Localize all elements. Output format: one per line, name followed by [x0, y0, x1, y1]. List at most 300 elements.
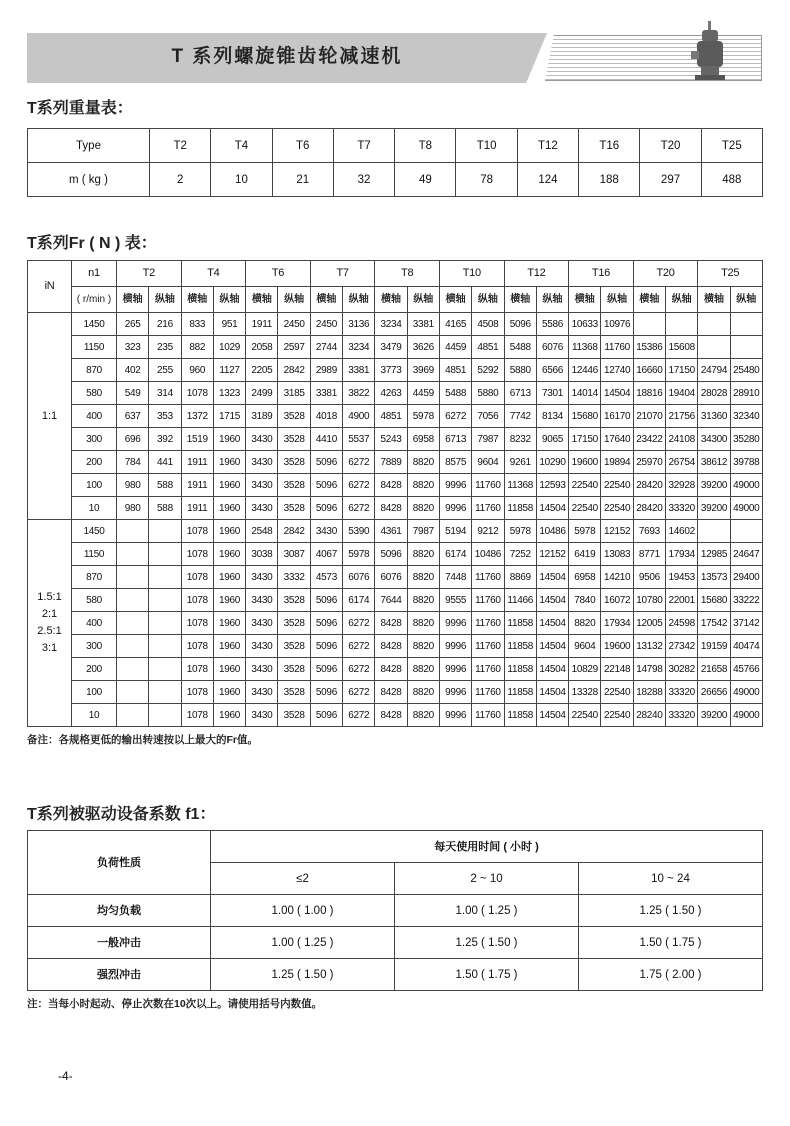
fr-value-cell: 1078	[181, 681, 213, 704]
fr-value-cell: 1519	[181, 428, 213, 451]
fr-value-cell: 17934	[601, 612, 633, 635]
fr-row	[28, 382, 763, 405]
fr-value-cell: 3773	[375, 359, 407, 382]
fr-value-cell: 21658	[698, 658, 730, 681]
fr-value-cell: 960	[181, 359, 213, 382]
fr-value-cell: 1078	[181, 635, 213, 658]
fr-value-cell: 6958	[569, 566, 601, 589]
fr-row	[28, 451, 763, 474]
fr-value-cell: 1078	[181, 658, 213, 681]
fr-value-cell: 33222	[730, 589, 762, 612]
fr-value-cell: 951	[213, 313, 245, 336]
fr-value-cell: 15680	[698, 589, 730, 612]
fr-value-cell: 9261	[504, 451, 536, 474]
fr-value-cell: 15608	[666, 336, 698, 359]
fr-value-cell: 5292	[472, 359, 504, 382]
fr-value-cell: 49000	[730, 704, 762, 727]
fr-value-cell: 17542	[698, 612, 730, 635]
fr-value-cell: 833	[181, 313, 213, 336]
fr-value-cell: 1960	[213, 451, 245, 474]
fr-value-cell: 1715	[213, 405, 245, 428]
mass-cell: 78	[456, 163, 517, 197]
horizontal-axis-header: 横轴	[246, 287, 278, 313]
load-type-cell: 一般冲击	[28, 927, 211, 959]
fr-value-cell: 1960	[213, 704, 245, 727]
fr-value-cell: 7448	[439, 566, 471, 589]
fr-value-cell: 14602	[666, 520, 698, 543]
fr-value-cell: 11466	[504, 589, 536, 612]
horizontal-axis-header: 横轴	[698, 287, 730, 313]
fr-value-cell: 3528	[278, 635, 310, 658]
type-cell: T2	[150, 129, 211, 163]
fr-value-cell: 2597	[278, 336, 310, 359]
fr-value-cell: 15386	[633, 336, 665, 359]
horizontal-axis-header: 横轴	[633, 287, 665, 313]
fr-value-cell: 1960	[213, 474, 245, 497]
fr-value-cell: 4459	[439, 336, 471, 359]
fr-value-cell: 5978	[569, 520, 601, 543]
fr-row	[28, 658, 763, 681]
fr-value-cell: 24794	[698, 359, 730, 382]
fr-table-heading: T系列Fr ( N ) 表：	[27, 235, 157, 252]
fr-value-cell: 11858	[504, 681, 536, 704]
fr-value-cell: 8428	[375, 635, 407, 658]
fr-value-cell: 14504	[536, 566, 568, 589]
fr-value-cell: 1372	[181, 405, 213, 428]
fr-value-cell: 8820	[407, 635, 439, 658]
fr-value-cell: 8820	[407, 451, 439, 474]
fr-value-cell: 6272	[343, 681, 375, 704]
fr-value-cell: 17640	[601, 428, 633, 451]
fr-value-cell: 30282	[666, 658, 698, 681]
fr-value-cell: 2450	[310, 313, 342, 336]
vertical-axis-header: 纵轴	[278, 287, 310, 313]
hours-range-header: ≤2	[211, 863, 395, 895]
fr-value-cell: 22540	[601, 474, 633, 497]
fr-value-cell: 4508	[472, 313, 504, 336]
vertical-axis-header: 纵轴	[407, 287, 439, 313]
fr-value-cell: 18816	[633, 382, 665, 405]
fr-value-cell: 3528	[278, 474, 310, 497]
fr-value-cell: 1029	[213, 336, 245, 359]
fr-value-cell: 1911	[181, 451, 213, 474]
mass-cell: 21	[272, 163, 333, 197]
fr-value-cell: 5096	[375, 543, 407, 566]
fr-value-cell	[666, 313, 698, 336]
fr-value-cell: 3381	[343, 359, 375, 382]
fr-value-cell: 7987	[472, 428, 504, 451]
fr-value-cell: 3087	[278, 543, 310, 566]
fr-value-cell: 39788	[730, 451, 762, 474]
fr-value-cell: 13132	[633, 635, 665, 658]
mass-cell: 297	[640, 163, 701, 197]
load-type-cell: 强烈冲击	[28, 959, 211, 991]
fr-value-cell: 5096	[310, 451, 342, 474]
fr-value-cell: 8820	[407, 474, 439, 497]
fr-value-cell: 980	[117, 474, 149, 497]
fr-value-cell: 33320	[666, 497, 698, 520]
f1-row	[28, 959, 763, 991]
fr-value-cell: 6272	[343, 497, 375, 520]
fr-value-cell: 5096	[310, 635, 342, 658]
fr-value-cell: 11858	[504, 704, 536, 727]
horizontal-axis-header: 横轴	[439, 287, 471, 313]
fr-value-cell: 3430	[246, 704, 278, 727]
fr-row	[28, 612, 763, 635]
type-cell: T16	[579, 129, 640, 163]
fr-value-cell	[730, 520, 762, 543]
type-header: T6	[246, 261, 311, 287]
fr-value-cell: 1960	[213, 589, 245, 612]
fr-value-cell: 28240	[633, 704, 665, 727]
fr-value-cell: 3430	[246, 497, 278, 520]
fr-value-cell: 7301	[536, 382, 568, 405]
speed-cell: 100	[72, 681, 117, 704]
fr-value-cell: 6566	[536, 359, 568, 382]
speed-cell: 400	[72, 612, 117, 635]
fr-row	[28, 336, 763, 359]
fr-value-cell: 8428	[375, 497, 407, 520]
fr-value-cell: 3430	[246, 428, 278, 451]
fr-value-cell: 22540	[569, 474, 601, 497]
fr-value-cell: 314	[149, 382, 181, 405]
fr-value-cell	[698, 313, 730, 336]
weight-type-row	[28, 129, 763, 163]
fr-value-cell: 38612	[698, 451, 730, 474]
fr-row	[28, 359, 763, 382]
ratio-label: 1:1	[41, 409, 58, 422]
fr-value-cell: 3528	[278, 704, 310, 727]
fr-value-cell: 25480	[730, 359, 762, 382]
fr-row	[28, 497, 763, 520]
fr-value-cell: 11760	[472, 681, 504, 704]
speed-cell: 580	[72, 589, 117, 612]
fr-value-cell: 14504	[536, 635, 568, 658]
fr-header-row	[28, 261, 763, 287]
horizontal-axis-header: 横轴	[310, 287, 342, 313]
fr-value-cell: 3430	[246, 589, 278, 612]
fr-value-cell: 32928	[666, 474, 698, 497]
fr-value-cell: 5096	[310, 612, 342, 635]
fr-value-cell: 3430	[246, 681, 278, 704]
fr-value-cell: 8820	[569, 612, 601, 635]
ratio-label: 2:1	[41, 608, 58, 620]
factor-cell: 1.25 ( 1.50 )	[579, 895, 763, 927]
fr-value-cell: 21756	[666, 405, 698, 428]
hours-range-header: 2 ~ 10	[395, 863, 579, 895]
fr-value-cell: 10486	[536, 520, 568, 543]
in-header: iN	[28, 261, 72, 313]
fr-value-cell: 9996	[439, 704, 471, 727]
fr-value-cell: 3528	[278, 405, 310, 428]
speed-cell: 580	[72, 382, 117, 405]
fr-value-cell: 4851	[439, 359, 471, 382]
type-header: T7	[310, 261, 375, 287]
fr-value-cell: 2450	[278, 313, 310, 336]
fr-value-cell	[117, 520, 149, 543]
fr-value-cell: 7252	[504, 543, 536, 566]
fr-value-cell: 40474	[730, 635, 762, 658]
fr-value-cell: 10486	[472, 543, 504, 566]
fr-value-cell: 4410	[310, 428, 342, 451]
fr-value-cell: 22540	[601, 497, 633, 520]
fr-value-cell: 216	[149, 313, 181, 336]
fr-value-cell: 11760	[472, 589, 504, 612]
fr-value-cell: 637	[117, 405, 149, 428]
fr-value-cell: 8575	[439, 451, 471, 474]
factor-cell: 1.50 ( 1.75 )	[395, 959, 579, 991]
row-label: Type	[28, 129, 150, 163]
factor-cell: 1.25 ( 1.50 )	[395, 927, 579, 959]
fr-value-cell: 6272	[439, 405, 471, 428]
fr-value-cell: 28910	[730, 382, 762, 405]
fr-value-cell: 6076	[375, 566, 407, 589]
fr-value-cell: 1911	[181, 474, 213, 497]
fr-value-cell: 6272	[343, 612, 375, 635]
fr-value-cell: 1911	[181, 497, 213, 520]
load-type-cell: 均匀负载	[28, 895, 211, 927]
f1-table-heading: T系列被驱动设备系数 f1：	[27, 806, 216, 823]
fr-value-cell: 12985	[698, 543, 730, 566]
fr-value-cell: 3528	[278, 589, 310, 612]
fr-value-cell	[698, 336, 730, 359]
vertical-axis-header: 纵轴	[730, 287, 762, 313]
fr-value-cell: 9996	[439, 474, 471, 497]
fr-value-cell: 19404	[666, 382, 698, 405]
fr-value-cell: 1960	[213, 681, 245, 704]
fr-value-cell: 5978	[504, 520, 536, 543]
weight-section	[27, 99, 762, 197]
fr-value-cell: 14504	[536, 704, 568, 727]
fr-value-cell: 549	[117, 382, 149, 405]
fr-value-cell: 2058	[246, 336, 278, 359]
fr-value-cell: 12446	[569, 359, 601, 382]
fr-value-cell: 1960	[213, 543, 245, 566]
fr-value-cell: 39200	[698, 704, 730, 727]
speed-cell: 1150	[72, 336, 117, 359]
fr-value-cell: 13328	[569, 681, 601, 704]
fr-value-cell: 5978	[343, 543, 375, 566]
fr-value-cell: 1078	[181, 612, 213, 635]
fr-value-cell: 4067	[310, 543, 342, 566]
fr-value-cell: 6419	[569, 543, 601, 566]
fr-value-cell: 5096	[310, 474, 342, 497]
fr-value-cell: 4851	[375, 405, 407, 428]
fr-value-cell: 15680	[569, 405, 601, 428]
fr-value-cell: 28420	[633, 474, 665, 497]
speed-cell: 870	[72, 566, 117, 589]
fr-row	[28, 428, 763, 451]
fr-value-cell: 7693	[633, 520, 665, 543]
fr-value-cell: 11760	[472, 474, 504, 497]
fr-value-cell: 8771	[633, 543, 665, 566]
fr-value-cell: 2842	[278, 520, 310, 543]
fr-value-cell: 6174	[343, 589, 375, 612]
type-cell: T6	[272, 129, 333, 163]
fr-value-cell: 3528	[278, 658, 310, 681]
fr-value-cell: 11760	[472, 497, 504, 520]
mass-cell: 10	[211, 163, 272, 197]
fr-value-cell: 12152	[536, 543, 568, 566]
factor-cell: 1.75 ( 2.00 )	[579, 959, 763, 991]
fr-value-cell: 9212	[472, 520, 504, 543]
fr-value-cell: 235	[149, 336, 181, 359]
fr-row	[28, 520, 763, 543]
fr-value-cell: 8820	[407, 589, 439, 612]
fr-value-cell	[149, 543, 181, 566]
fr-value-cell: 9996	[439, 497, 471, 520]
fr-value-cell: 1127	[213, 359, 245, 382]
fr-value-cell: 1960	[213, 612, 245, 635]
fr-value-cell: 5880	[472, 382, 504, 405]
fr-value-cell: 8820	[407, 612, 439, 635]
fr-value-cell: 5096	[310, 704, 342, 727]
fr-value-cell	[149, 612, 181, 635]
fr-value-cell: 19159	[698, 635, 730, 658]
mass-cell: 2	[150, 163, 211, 197]
type-cell: T25	[701, 129, 762, 163]
fr-row	[28, 474, 763, 497]
fr-value-cell: 10829	[569, 658, 601, 681]
fr-value-cell: 11368	[504, 474, 536, 497]
fr-value-cell: 3430	[246, 474, 278, 497]
speed-cell: 100	[72, 474, 117, 497]
n1-unit: ( r/min )	[72, 287, 117, 313]
fr-value-cell: 11760	[472, 566, 504, 589]
fr-value-cell: 28028	[698, 382, 730, 405]
type-header: T4	[181, 261, 246, 287]
type-cell: T4	[211, 129, 272, 163]
n1-header: n1	[72, 261, 117, 287]
fr-value-cell: 2205	[246, 359, 278, 382]
fr-value-cell: 5096	[310, 658, 342, 681]
fr-value-cell: 6713	[439, 428, 471, 451]
fr-value-cell: 1960	[213, 497, 245, 520]
weight-mass-row	[28, 163, 763, 197]
fr-value-cell: 9996	[439, 658, 471, 681]
fr-value-cell: 12593	[536, 474, 568, 497]
fr-value-cell: 2744	[310, 336, 342, 359]
fr-value-cell: 7889	[375, 451, 407, 474]
fr-value-cell: 11760	[472, 704, 504, 727]
fr-value-cell: 255	[149, 359, 181, 382]
speed-cell: 200	[72, 451, 117, 474]
fr-row	[28, 635, 763, 658]
vertical-axis-header: 纵轴	[343, 287, 375, 313]
fr-value-cell: 5194	[439, 520, 471, 543]
fr-value-cell: 1078	[181, 543, 213, 566]
fr-value-cell: 10780	[633, 589, 665, 612]
vertical-axis-header: 纵轴	[666, 287, 698, 313]
fr-value-cell: 3528	[278, 681, 310, 704]
f1-section	[27, 805, 762, 1011]
fr-value-cell: 6174	[439, 543, 471, 566]
fr-value-cell	[149, 635, 181, 658]
horizontal-axis-header: 横轴	[375, 287, 407, 313]
fr-value-cell: 29400	[730, 566, 762, 589]
factor-cell: 1.00 ( 1.25 )	[211, 927, 395, 959]
factor-cell: 1.00 ( 1.00 )	[211, 895, 395, 927]
fr-value-cell: 5488	[504, 336, 536, 359]
fr-value-cell: 11858	[504, 658, 536, 681]
fr-value-cell: 9996	[439, 635, 471, 658]
speed-cell: 1450	[72, 313, 117, 336]
fr-value-cell: 17150	[666, 359, 698, 382]
fr-value-cell: 39200	[698, 497, 730, 520]
fr-value-cell: 49000	[730, 681, 762, 704]
fr-value-cell: 4165	[439, 313, 471, 336]
fr-value-cell: 3528	[278, 497, 310, 520]
fr-value-cell: 19600	[601, 635, 633, 658]
speed-cell: 10	[72, 704, 117, 727]
fr-value-cell: 11760	[472, 612, 504, 635]
fr-value-cell: 784	[117, 451, 149, 474]
fr-value-cell: 11760	[601, 336, 633, 359]
fr-value-cell: 8820	[407, 658, 439, 681]
fr-value-cell: 24647	[730, 543, 762, 566]
mass-cell: 32	[333, 163, 394, 197]
vertical-axis-header: 纵轴	[536, 287, 568, 313]
fr-value-cell: 3430	[246, 612, 278, 635]
fr-value-cell	[149, 658, 181, 681]
fr-value-cell: 1078	[181, 520, 213, 543]
fr-value-cell: 6272	[343, 704, 375, 727]
fr-row	[28, 681, 763, 704]
fr-value-cell: 7742	[504, 405, 536, 428]
fr-value-cell: 7056	[472, 405, 504, 428]
hours-range-header: 10 ~ 24	[579, 863, 763, 895]
fr-value-cell: 31360	[698, 405, 730, 428]
fr-value-cell	[633, 313, 665, 336]
fr-value-cell: 5096	[310, 497, 342, 520]
f1-row	[28, 895, 763, 927]
fr-value-cell: 3234	[343, 336, 375, 359]
fr-value-cell	[149, 681, 181, 704]
fr-value-cell: 27342	[666, 635, 698, 658]
fr-value-cell: 11858	[504, 635, 536, 658]
fr-value-cell: 21070	[633, 405, 665, 428]
fr-value-cell: 18288	[633, 681, 665, 704]
fr-value-cell	[149, 566, 181, 589]
fr-value-cell: 22001	[666, 589, 698, 612]
fr-value-cell: 7987	[407, 520, 439, 543]
fr-value-cell: 4018	[310, 405, 342, 428]
fr-value-cell: 2499	[246, 382, 278, 405]
vertical-axis-header: 纵轴	[601, 287, 633, 313]
fr-row	[28, 543, 763, 566]
fr-value-cell	[730, 313, 762, 336]
fr-value-cell: 3381	[407, 313, 439, 336]
type-cell: T8	[395, 129, 456, 163]
fr-value-cell: 14504	[536, 681, 568, 704]
fr-row	[28, 589, 763, 612]
fr-value-cell: 441	[149, 451, 181, 474]
fr-value-cell: 3626	[407, 336, 439, 359]
fr-value-cell: 3528	[278, 451, 310, 474]
fr-section	[27, 234, 762, 747]
fr-row	[28, 704, 763, 727]
fr-value-cell	[149, 704, 181, 727]
type-cell: T20	[640, 129, 701, 163]
fr-value-cell: 5978	[407, 405, 439, 428]
fr-value-cell	[117, 543, 149, 566]
fr-value-cell: 6272	[343, 658, 375, 681]
fr-value-cell: 4851	[472, 336, 504, 359]
fr-value-cell: 14014	[569, 382, 601, 405]
fr-value-cell: 7644	[375, 589, 407, 612]
fr-value-cell: 24108	[666, 428, 698, 451]
fr-value-cell: 11858	[504, 612, 536, 635]
